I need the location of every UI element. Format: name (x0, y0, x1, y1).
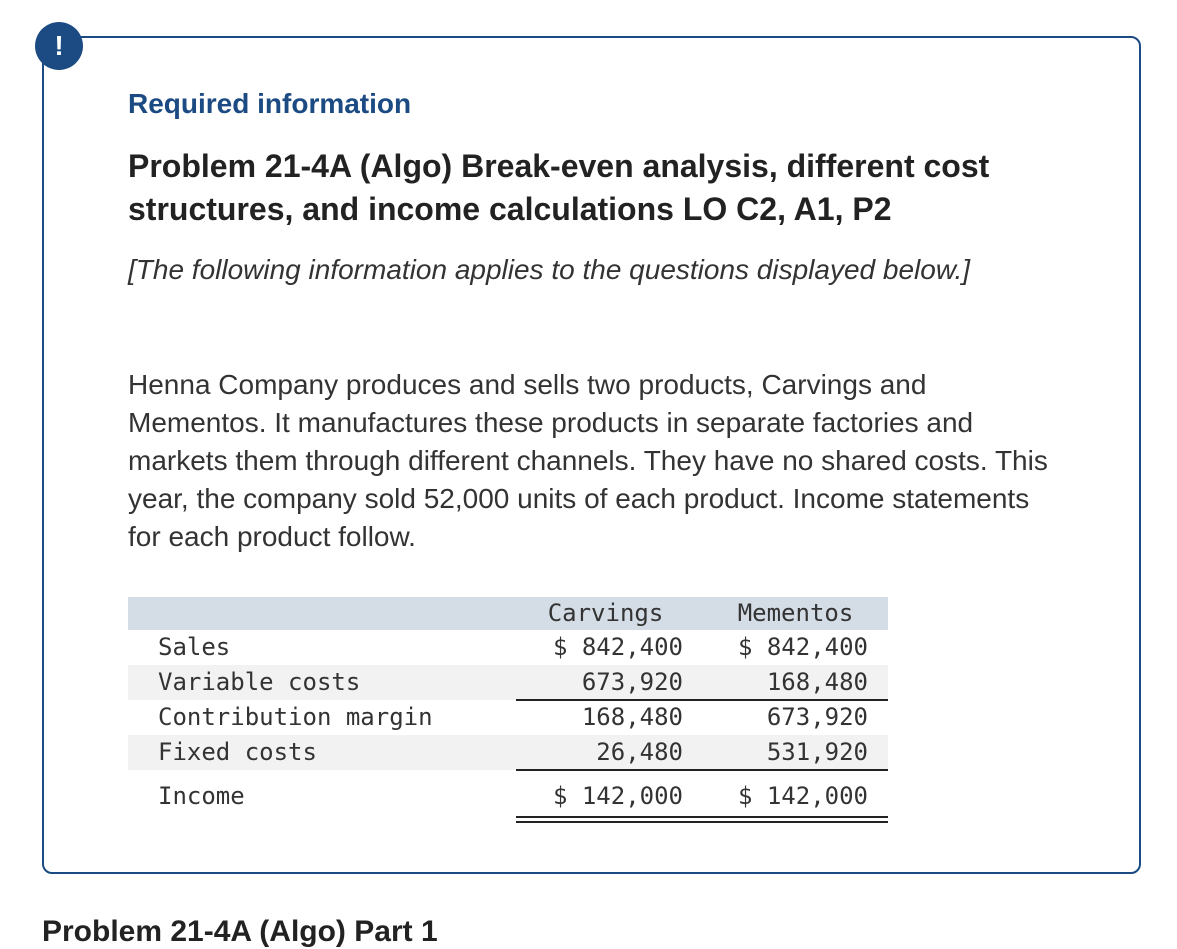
next-section-heading: Problem 21-4A (Algo) Part 1 (42, 915, 438, 948)
problem-title: Problem 21-4A (Algo) Break-even analysis, different cost structures, and income calculations LO C2, A1, P2 (128, 148, 990, 227)
total-double-rule (516, 816, 888, 823)
subtotal-rule-income (516, 769, 888, 771)
table-row-contribution-margin (128, 700, 888, 735)
mementos-value: $ 842,400 (737, 633, 868, 661)
mementos-value: $ 142,000 (737, 782, 868, 810)
subtotal-rule-contribution (516, 699, 888, 701)
carvings-value: $ 842,400 (552, 633, 683, 661)
mementos-value: 673,920 (766, 703, 868, 731)
row-label: Fixed costs (158, 738, 317, 766)
column-header-mementos: Mementos (737, 599, 854, 627)
row-label: Variable costs (158, 668, 361, 696)
carvings-value: $ 142,000 (552, 782, 683, 810)
exclamation-icon: ! (54, 30, 64, 61)
table-row-fixed-costs (128, 735, 888, 770)
applies-note: [The following information applies to the questions displayed below.] (128, 254, 971, 285)
column-header-carvings: Carvings (547, 599, 664, 627)
table-row-variable-costs (128, 665, 888, 700)
required-information-title: Required information (128, 88, 412, 119)
carvings-value: 26,480 (596, 738, 683, 766)
alert-icon (35, 22, 83, 70)
table-row-income (128, 770, 888, 820)
table-header-row (128, 597, 888, 630)
mementos-value: 531,920 (766, 738, 868, 766)
carvings-value: 168,480 (581, 703, 683, 731)
problem-description: Henna Company produces and sells two products, Carvings and Mementos. It manufactures these products in separate factories and markets them through different channels. They have no shared costs. This year, the company sold 52,000 units of each product. Income statements for each product follow. (128, 369, 1048, 552)
mementos-value: 168,480 (766, 668, 868, 696)
carvings-value: 673,920 (581, 668, 683, 696)
row-label: Sales (158, 633, 231, 661)
income-statement-table (128, 597, 888, 820)
row-label: Contribution margin (158, 703, 433, 731)
row-label: Income (158, 782, 245, 810)
table-row-sales (128, 630, 888, 665)
